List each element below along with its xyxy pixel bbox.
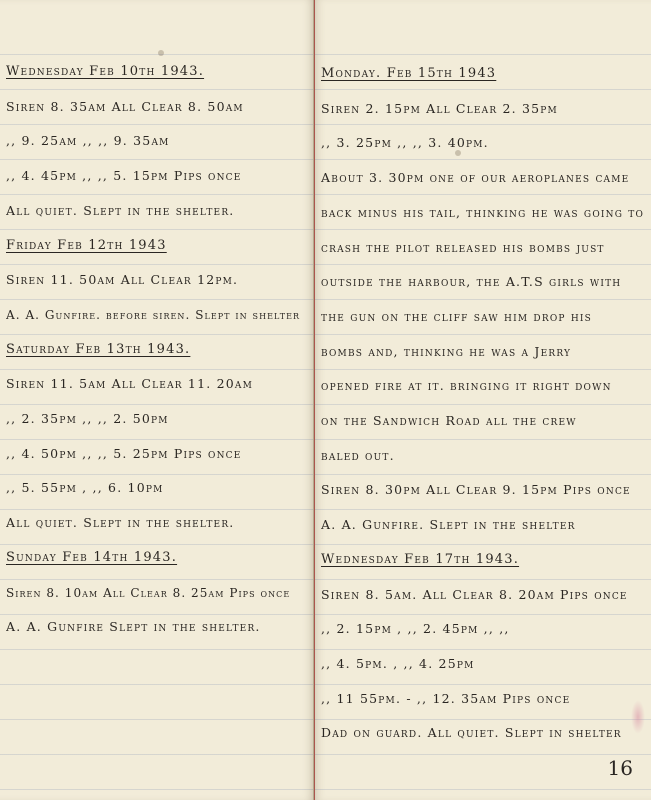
entry-line: All quiet. Slept in the shelter.	[6, 202, 235, 218]
entry-line: Siren 2. 15pm All Clear 2. 35pm	[321, 100, 558, 116]
entry-line: opened fire at it. bringing it right down	[321, 378, 612, 394]
right-page	[315, 0, 651, 800]
entry-line: back minus his tail, thinking he was going to	[321, 204, 645, 220]
entry-date-heading: Wednesday Feb 10th 1943.	[6, 64, 205, 79]
ink-smudge	[455, 150, 461, 156]
entry-line: bombs and, thinking he was a Jerry	[321, 343, 572, 359]
entry-date-heading: Friday Feb 12th 1943	[6, 237, 167, 253]
entry-date-heading: Wednesday Feb 17th 1943.	[321, 551, 520, 567]
entry-line: outside the harbour, the A.T.S girls with	[321, 274, 622, 290]
entry-line: About 3. 30pm one of our aeroplanes came	[321, 170, 630, 186]
entry-line: ,, 3. 25pm ,, ,, 3. 40pm.	[321, 135, 489, 151]
entry-line: Siren 8. 10am All Clear 8. 25am Pips once	[6, 585, 291, 600]
entry-line: A. A. Gunfire. before siren. Slept in shelter	[6, 307, 301, 322]
ink-stain	[631, 700, 645, 734]
entry-line: ,, 2. 35pm ,, ,, 2. 50pm	[6, 411, 169, 426]
entry-line: Siren 8. 5am. All Clear 8. 20am Pips once	[321, 586, 628, 602]
entry-line: ,, 2. 15pm , ,, 2. 45pm ,, ,,	[321, 621, 510, 637]
entry-line: Dad on guard. All quiet. Slept in shelter	[321, 725, 622, 741]
entry-date-heading: Monday. Feb 15th 1943	[321, 66, 497, 81]
entry-line: ,, 4. 50pm ,, ,, 5. 25pm Pips once	[6, 445, 242, 461]
entry-line: crash the pilot released his bombs just	[321, 239, 605, 255]
page-number: 16	[607, 756, 633, 780]
entry-line: Siren 11. 50am All Clear 12pm.	[6, 272, 239, 288]
entry-line: ,, 4. 45pm ,, ,, 5. 15pm Pips once	[6, 168, 242, 184]
entry-line: Siren 11. 5am All Clear 11. 20am	[6, 376, 253, 392]
entry-line: the gun on the cliff saw him drop his	[321, 308, 593, 324]
entry-line: on the Sandwich Road all the crew	[321, 413, 577, 428]
entry-line: A. A. Gunfire. Slept in the shelter	[321, 517, 576, 533]
entry-date-heading: Sunday Feb 14th 1943.	[6, 549, 178, 565]
entry-line: ,, 4. 5pm. , ,, 4. 25pm	[321, 655, 475, 671]
ink-smudge	[158, 50, 164, 56]
left-page	[0, 0, 313, 800]
entry-line: ,, 9. 25am ,, ,, 9. 35am	[6, 133, 170, 149]
entry-line: ,, 11 55pm. - ,, 12. 35am Pips once	[321, 690, 571, 706]
entry-line: All quiet. Slept in the shelter.	[6, 515, 235, 531]
entry-line: Siren 8. 35am All Clear 8. 50am	[6, 98, 244, 114]
entry-line: baled out.	[321, 447, 395, 463]
entry-line: Siren 8. 30pm All Clear 9. 15pm Pips once	[321, 482, 631, 498]
entry-line: A. A. Gunfire Slept in the shelter.	[6, 619, 261, 635]
entry-date-heading: Saturday Feb 13th 1943.	[6, 341, 191, 357]
entry-line: ,, 5. 55pm , ,, 6. 10pm	[6, 480, 164, 496]
